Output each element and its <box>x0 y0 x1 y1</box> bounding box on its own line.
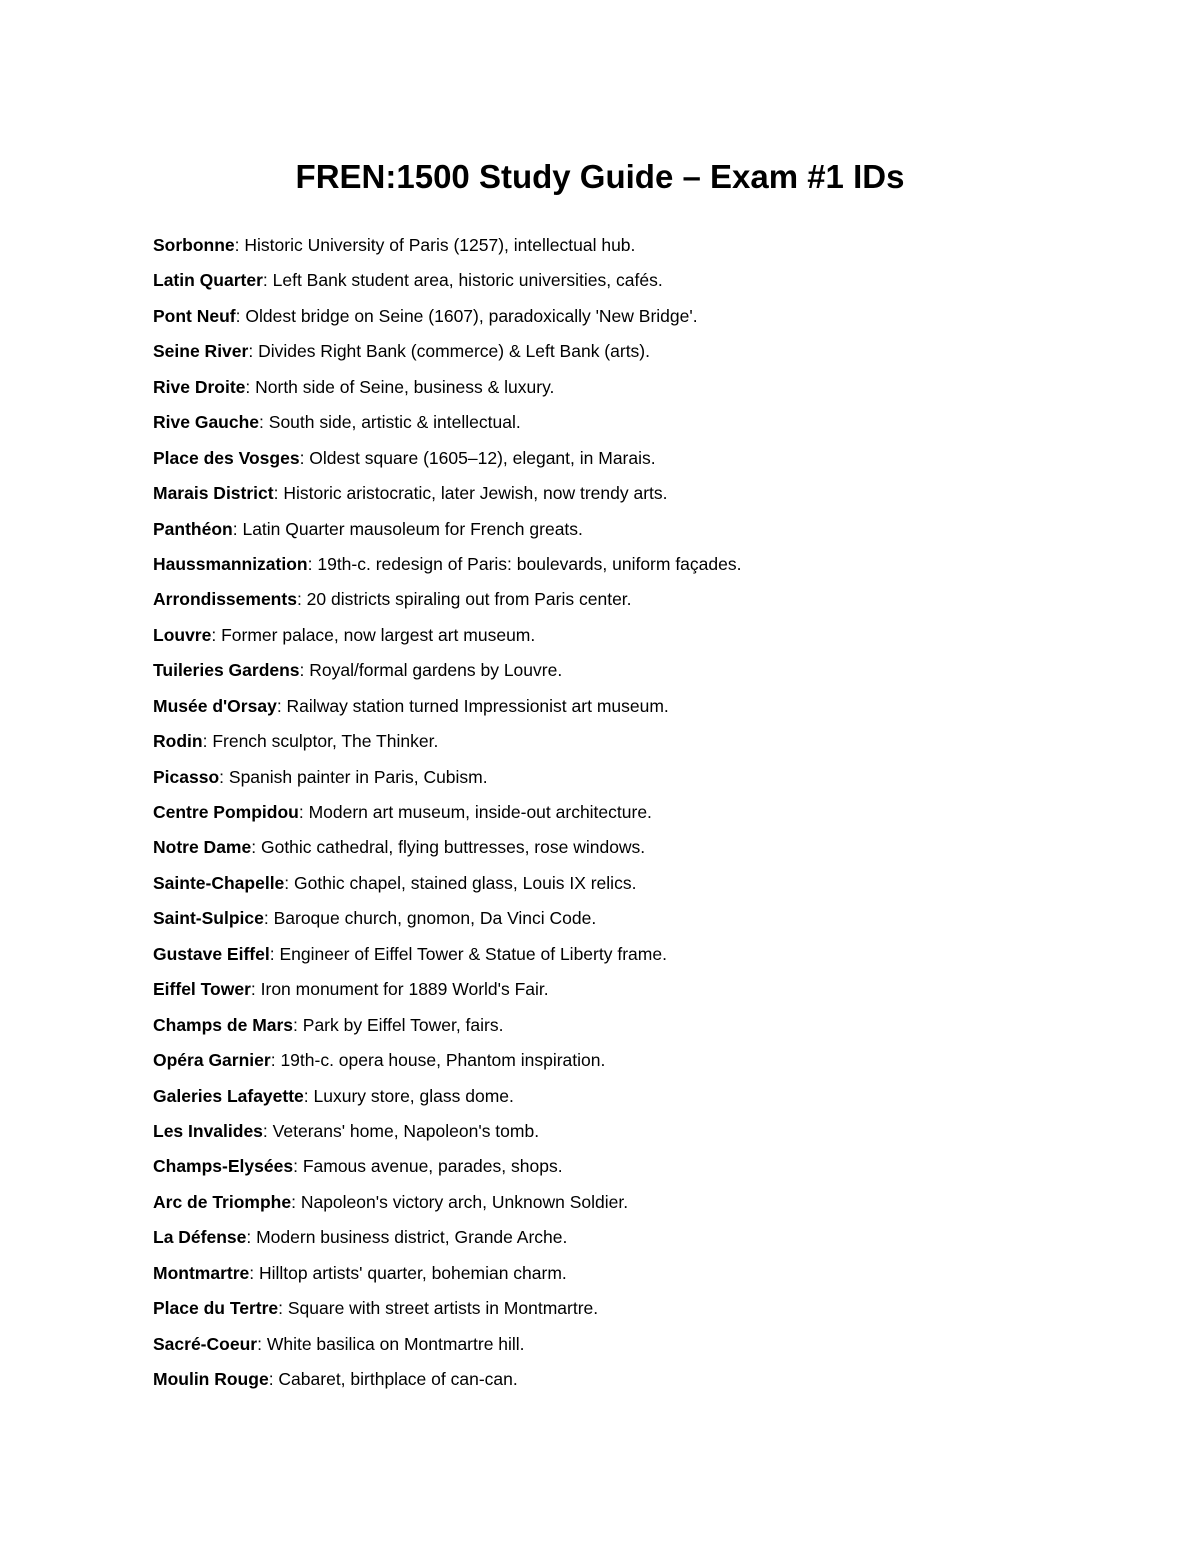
list-item <box>153 1327 1113 1362</box>
entry-separator: : <box>257 1333 267 1354</box>
entry-definition: 19th-c. opera house, Phantom inspiration. <box>280 1050 606 1071</box>
entry-definition: Baroque church, gnomon, Da Vinci Code. <box>273 908 597 929</box>
entry-term: Latin Quarter <box>153 270 263 291</box>
entry-term: Opéra Garnier <box>153 1050 271 1071</box>
list-item <box>153 937 1113 972</box>
entry-definition: White basilica on Montmartre hill. <box>266 1333 525 1354</box>
entry-separator: : <box>298 802 309 822</box>
entry-definition: Left Bank student area, historic universities, cafés. <box>272 270 663 291</box>
entry-term: Picasso <box>153 766 220 787</box>
list-item <box>153 1220 1113 1255</box>
list-item <box>153 1114 1113 1149</box>
list-item <box>153 1185 1113 1220</box>
id-list <box>153 228 1113 1397</box>
entry-separator: : <box>235 305 246 326</box>
entry-term: Louvre <box>153 624 212 645</box>
entry-separator: : <box>293 1156 303 1177</box>
entry-separator: : <box>250 979 261 1000</box>
entry-term: Champs-Elysées <box>153 1156 294 1177</box>
list-item <box>153 334 1113 369</box>
entry-term: La Défense <box>153 1227 247 1248</box>
entry-term: Les Invalides <box>153 1120 263 1141</box>
list-item <box>153 1079 1113 1114</box>
entry-term: Montmartre <box>153 1262 250 1283</box>
entry-separator: : <box>307 553 318 574</box>
entry-definition: Cabaret, birthplace of can-can. <box>278 1369 518 1389</box>
entry-definition: Divides Right Bank (commerce) & Left Bank (arts). <box>258 341 650 362</box>
entry-definition: Napoleon's victory arch, Unknown Soldier. <box>300 1191 629 1212</box>
entry-definition: Square with street artists in Montmartre. <box>287 1298 599 1319</box>
entry-definition: Historic University of Paris (1257), intellectual hub. <box>244 235 636 255</box>
entry-definition: Gothic chapel, stained glass, Louis IX relics. <box>294 872 637 893</box>
entry-term: Place du Tertre <box>153 1298 279 1319</box>
entry-term: Sainte-Chapelle <box>153 872 285 893</box>
entry-term: Champs de Mars <box>153 1014 294 1035</box>
entry-separator: : <box>251 837 261 858</box>
page-title: FREN:1500 Study Guide – Exam #1 IDs <box>295 158 905 195</box>
entry-separator: : <box>291 1191 301 1212</box>
entry-definition: Gothic cathedral, flying buttresses, rose windows. <box>260 837 646 858</box>
list-item <box>153 689 1113 724</box>
list-item <box>153 724 1113 759</box>
entry-separator: : <box>303 1085 314 1106</box>
entry-definition: Famous avenue, parades, shops. <box>302 1156 563 1177</box>
entry-definition: Luxury store, glass dome. <box>313 1085 514 1106</box>
entry-term: Notre Dame <box>153 837 252 858</box>
entry-term: Saint-Sulpice <box>153 908 264 929</box>
list-item <box>153 582 1113 617</box>
list-item <box>153 830 1113 865</box>
entry-definition: Oldest bridge on Seine (1607), paradoxically 'New Bridge'. <box>245 305 698 326</box>
list-item <box>153 795 1113 830</box>
entry-definition: Park by Eiffel Tower, fairs. <box>302 1014 504 1035</box>
entry-separator: : <box>296 589 307 610</box>
entry-term: Rive Droite <box>153 376 246 397</box>
list-item <box>153 1362 1113 1397</box>
entry-separator: : <box>245 376 256 397</box>
entry-separator: : <box>248 341 259 362</box>
list-item <box>153 901 1113 936</box>
entry-separator: : <box>273 483 284 504</box>
entry-separator: : <box>270 1050 281 1071</box>
list-item <box>153 1256 1113 1291</box>
list-item <box>153 405 1113 440</box>
list-item <box>153 653 1113 688</box>
entry-separator: : <box>202 731 213 752</box>
entry-separator: : <box>293 1014 303 1035</box>
entry-separator: : <box>268 1369 279 1389</box>
entry-separator: : <box>232 518 243 539</box>
entry-separator: : <box>219 766 229 787</box>
entry-term: Musée d'Orsay <box>153 695 277 716</box>
entry-term: Rodin <box>153 731 203 752</box>
entry-term: Panthéon <box>153 518 233 539</box>
entry-term: Rive Gauche <box>153 412 260 433</box>
entry-term: Galeries Lafayette <box>153 1085 304 1106</box>
entry-definition: Royal/formal gardens by Louvre. <box>309 660 563 681</box>
entry-separator: : <box>299 447 310 468</box>
list-item <box>153 263 1113 298</box>
entry-definition: Former palace, now largest art museum. <box>221 624 536 645</box>
entry-separator: : <box>211 624 222 645</box>
entry-definition: Railway station turned Impressionist art museum. <box>286 695 669 716</box>
list-item <box>153 760 1113 795</box>
entry-definition: Engineer of Eiffel Tower & Statue of Liberty frame. <box>279 943 667 964</box>
list-item <box>153 370 1113 405</box>
entry-term: Sorbonne <box>153 235 235 255</box>
entry-term: Arc de Triomphe <box>153 1191 292 1212</box>
entry-separator: : <box>259 412 269 433</box>
entry-definition: Modern art museum, inside-out architecture. <box>308 802 652 822</box>
entry-term: Place des Vosges <box>153 447 300 468</box>
list-item <box>153 972 1113 1007</box>
list-item <box>153 441 1113 476</box>
entry-term: Tuileries Gardens <box>153 660 300 681</box>
entry-separator: : <box>246 1227 257 1248</box>
entry-separator: : <box>262 1120 273 1141</box>
entry-separator: : <box>263 908 274 929</box>
entry-definition: 19th-c. redesign of Paris: boulevards, uniform façades. <box>317 553 742 574</box>
entry-definition: Iron monument for 1889 World's Fair. <box>260 979 549 1000</box>
list-item <box>153 618 1113 653</box>
list-item <box>153 299 1113 334</box>
entry-definition: Veterans' home, Napoleon's tomb. <box>272 1120 540 1141</box>
entry-term: Marais District <box>153 483 274 504</box>
entry-term: Moulin Rouge <box>153 1369 269 1389</box>
entry-term: Centre Pompidou <box>153 802 299 822</box>
entry-definition: Spanish painter in Paris, Cubism. <box>228 766 488 787</box>
entry-definition: 20 districts spiraling out from Paris center. <box>306 589 632 610</box>
entry-separator: : <box>299 660 310 681</box>
list-item <box>153 1291 1113 1326</box>
entry-definition: North side of Seine, business & luxury. <box>255 376 555 397</box>
entry-term: Seine River <box>153 341 249 362</box>
entry-term: Pont Neuf <box>153 305 236 326</box>
list-item <box>153 547 1113 582</box>
list-item <box>153 228 1113 263</box>
entry-separator: : <box>284 872 295 893</box>
list-item <box>153 512 1113 547</box>
list-item <box>153 1043 1113 1078</box>
entry-term: Eiffel Tower <box>153 979 251 1000</box>
list-item <box>153 866 1113 901</box>
entry-definition: Oldest square (1605–12), elegant, in Marais. <box>309 447 656 468</box>
entry-definition: Hilltop artists' quarter, bohemian charm. <box>259 1262 567 1283</box>
entry-term: Gustave Eiffel <box>153 943 270 964</box>
entry-separator: : <box>249 1262 259 1283</box>
list-item <box>153 1149 1113 1184</box>
entry-separator: : <box>269 943 280 964</box>
entry-term: Sacré-Coeur <box>153 1333 258 1354</box>
entry-definition: South side, artistic & intellectual. <box>268 412 521 433</box>
entry-separator: : <box>262 270 273 291</box>
list-item <box>153 476 1113 511</box>
entry-term: Arrondissements <box>153 589 297 610</box>
entry-separator: : <box>276 695 287 716</box>
entry-separator: : <box>234 235 245 255</box>
entry-definition: French sculptor, The Thinker. <box>212 731 439 752</box>
entry-separator: : <box>278 1298 288 1319</box>
list-item <box>153 1008 1113 1043</box>
entry-definition: Latin Quarter mausoleum for French greats. <box>242 518 583 539</box>
entry-definition: Modern business district, Grande Arche. <box>256 1227 568 1248</box>
entry-term: Haussmannization <box>153 553 308 574</box>
entry-definition: Historic aristocratic, later Jewish, now trendy arts. <box>283 483 668 504</box>
